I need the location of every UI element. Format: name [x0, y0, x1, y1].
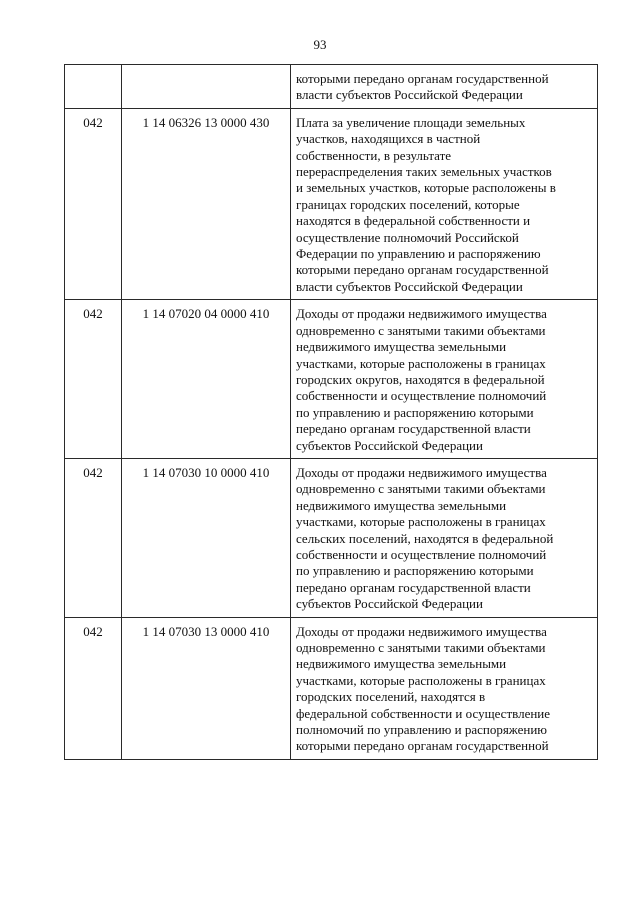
description-line: субъектов Российской Федерации [296, 596, 483, 612]
description-line: собственности и осуществление полномочий [296, 546, 547, 562]
budget-code-cell: 1 14 07030 13 0000 410 [122, 617, 291, 759]
description-line: полномочий по управлению и распоряжению [296, 722, 547, 738]
table-row [65, 300, 598, 459]
description-cell [291, 108, 598, 299]
table-row [65, 65, 598, 109]
description-line: субъектов Российской Федерации [296, 437, 483, 453]
table-row [65, 617, 598, 759]
description-line: недвижимого имущества земельными [296, 339, 507, 355]
description-line: одновременно с занятыми такими объектами [296, 481, 546, 497]
description-line: одновременно с занятыми такими объектами [296, 640, 546, 655]
budget-code-cell: 1 14 07020 04 0000 410 [122, 300, 291, 459]
description-line: по управлению и распоряжению которыми [296, 404, 534, 420]
description-line: передано органам государственной власти [296, 421, 531, 437]
description-line: границах городских поселений, которые [296, 196, 520, 212]
budget-code-cell: 1 14 07030 10 0000 410 [122, 458, 291, 617]
description-line: и земельных участков, которые расположены в [296, 180, 556, 196]
admin-code-cell: 042 [65, 300, 122, 459]
description-line: городских округов, находятся в федеральной [296, 371, 545, 387]
description-line: участками, которые расположены в границах [296, 672, 546, 688]
page-number: 93 [313, 37, 327, 52]
description-line: которыми передано органам государственной [296, 738, 549, 754]
admin-code-cell: 042 [65, 108, 122, 299]
description-line: участков, находящихся в частной [296, 131, 481, 147]
description-line: которыми передано органам государственной [296, 71, 549, 86]
description-line: власти субъектов Российской Федерации [296, 278, 523, 294]
description-line: собственности и осуществление полномочий [296, 388, 547, 404]
description-line: осуществление полномочий Российской [296, 229, 519, 245]
admin-code-cell: 042 [65, 617, 122, 759]
budget-code-cell: 1 14 06326 13 0000 430 [122, 108, 291, 299]
description-line: по управлению и распоряжению которыми [296, 563, 534, 579]
table-row [65, 108, 598, 299]
description-line: городских поселений, находятся в [296, 689, 486, 705]
description-line: одновременно с занятыми такими объектами [296, 322, 546, 338]
description-line: перераспределения таких земельных участков [296, 164, 552, 180]
description-line: Доходы от продажи недвижимого имущества [296, 306, 547, 322]
description-cell [291, 300, 598, 459]
description-cell [291, 458, 598, 617]
description-line: власти субъектов Российской Федерации [296, 87, 523, 103]
description-cell [291, 65, 598, 109]
description-line: Плата за увеличение площади земельных [296, 114, 526, 130]
description-line: Доходы от продажи недвижимого имущества [296, 464, 547, 480]
description-line: участками, которые расположены в границах [296, 355, 546, 371]
revenue-codes-table [64, 64, 598, 760]
description-line: Федерации по управлению и распоряжению [296, 246, 541, 262]
description-line: Доходы от продажи недвижимого имущества [296, 623, 547, 639]
table-body [65, 65, 598, 760]
description-line: находятся в федеральной собственности и [296, 213, 531, 229]
description-line: сельских поселений, находятся в федеральной [296, 530, 554, 546]
description-cell [291, 617, 598, 759]
description-line: передано органам государственной власти [296, 579, 531, 595]
budget-code-cell [122, 65, 291, 109]
table-row [65, 458, 598, 617]
description-line: собственности, в результате [296, 147, 452, 163]
description-line: федеральной собственности и осуществление [296, 705, 551, 721]
admin-code-cell: 042 [65, 458, 122, 617]
admin-code-cell [65, 65, 122, 109]
description-line: недвижимого имущества земельными [296, 497, 507, 513]
description-line: которыми передано органам государственной [296, 262, 549, 278]
description-line: участками, которые расположены в границах [296, 514, 546, 530]
description-line: недвижимого имущества земельными [296, 656, 507, 672]
